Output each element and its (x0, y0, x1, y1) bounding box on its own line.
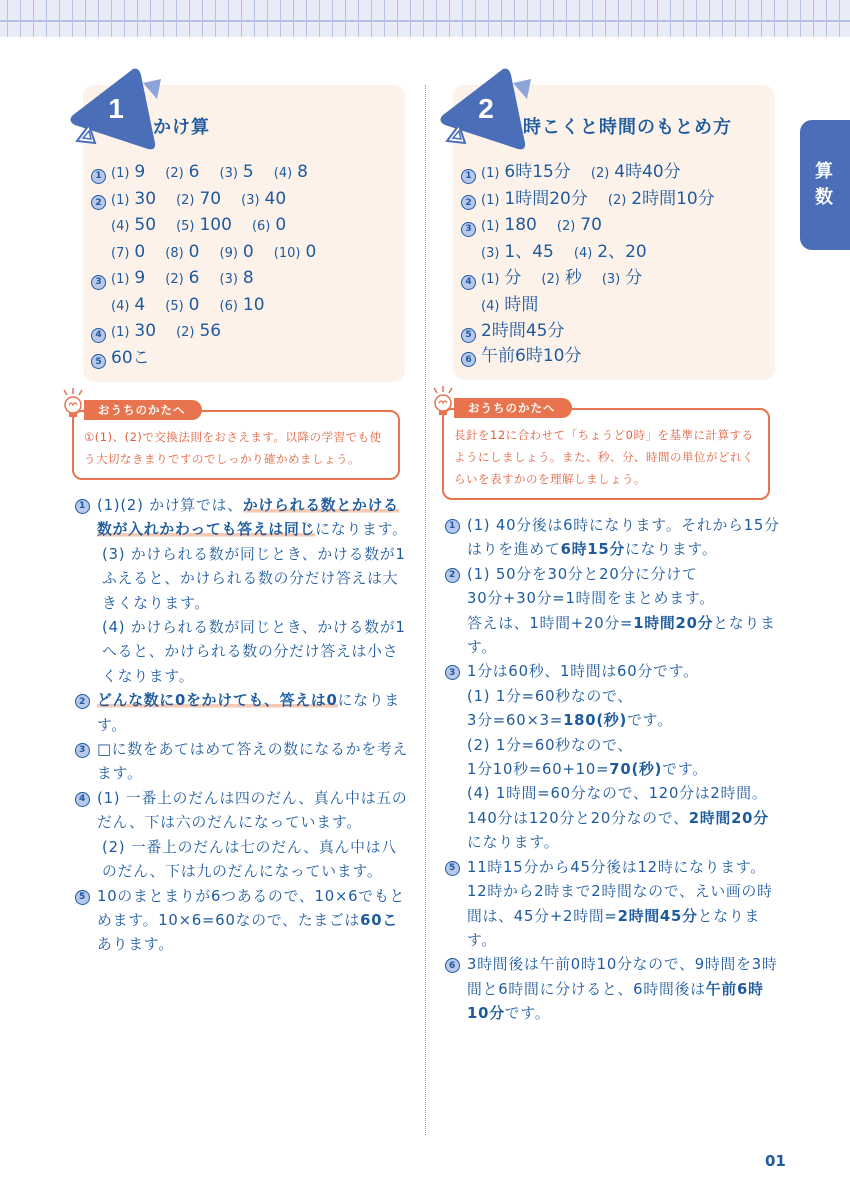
explanation-text: (4) 1時間=60分なので、120分は2時間。140分は120分と20分なので、 (467, 785, 768, 827)
answer-item (220, 240, 254, 267)
question-number-icon: 4 (75, 792, 90, 807)
question-number-icon: 3 (91, 275, 106, 290)
answer-value: 4時40分 (614, 162, 681, 182)
answer-line (461, 187, 765, 214)
answer-item (220, 266, 254, 293)
answer-item (165, 293, 199, 320)
sub-question-label: (5) (176, 219, 195, 234)
highlighted-text: どんな数に0をかけても、答えは0 (97, 692, 338, 710)
sub-question-label: (2) (165, 272, 184, 287)
answer-line (461, 266, 765, 293)
answer-item (111, 293, 145, 320)
answer-value: 6時15分 (504, 162, 571, 182)
answer-value: 10 (242, 294, 265, 315)
answer-bold: 6時15分 (560, 541, 626, 559)
answer-list (461, 160, 765, 368)
sub-question-label: (8) (165, 245, 184, 261)
explanation-text: 1分10秒=60+10= (467, 761, 610, 779)
answer-value: 60こ (111, 347, 150, 368)
answer-bold: 2時間20分 (688, 809, 769, 827)
explanation-text: になります。 (97, 692, 400, 734)
subject-char: 数 (815, 187, 833, 208)
answer-value: 分 (504, 268, 522, 288)
section-1 (60, 60, 409, 958)
question-number-icon: 1 (75, 499, 90, 514)
answer-value: 1時間20分 (504, 188, 588, 209)
explanation-text: 10のまとまりが6つあるので、10×6でもとめます。10×6=60なので、たまごは (97, 887, 406, 929)
answer-value: 2時間45分 (481, 321, 565, 341)
explanation-item (445, 660, 780, 855)
answer-item (111, 213, 156, 240)
answer-item (241, 187, 286, 214)
answer-value: 180 (504, 215, 537, 235)
column-divider (425, 85, 426, 1135)
answer-value: 2時間10分 (631, 188, 715, 209)
answer-line (461, 293, 765, 320)
answer-item (176, 187, 221, 214)
explanation-text: 30分+30分=1時間をまとめます。 (467, 590, 715, 608)
sub-question-label: (3) (219, 272, 238, 287)
answer-item (111, 240, 145, 267)
answer-value: 0 (134, 241, 146, 262)
section-title: かけ算 (153, 117, 210, 138)
question-number-icon: 1 (445, 519, 460, 534)
answer-line (461, 240, 765, 267)
explanation-text: (1) 一番上のだんは四のだん、真ん中は五のだん、下は六のだんになっています。 (97, 789, 408, 832)
sub-question-label: (2) (541, 272, 560, 287)
sub-question-label: (3) (601, 272, 621, 287)
answer-line (91, 346, 395, 371)
answer-value: 2、20 (597, 241, 647, 262)
subject-char: 算 (815, 161, 833, 182)
question-number-icon: 6 (461, 352, 476, 367)
explanation-text: です。 (504, 1005, 551, 1023)
sub-question-label: (1) (481, 272, 500, 287)
answer-value: 時間 (504, 294, 539, 315)
explanation-text: です。 (627, 712, 673, 730)
answer-item (602, 266, 642, 293)
answer-item (252, 213, 286, 240)
question-number-icon: 5 (91, 354, 106, 369)
explanation-text: になります。 (625, 541, 718, 559)
answer-value: 秒 (564, 268, 582, 288)
answer-line (91, 293, 395, 320)
explanation-item (445, 856, 780, 954)
answer-item (220, 160, 254, 187)
answer-item (176, 319, 221, 346)
explanation-text: (1) 1分=60秒なので、 (467, 687, 633, 705)
answer-item (481, 187, 588, 214)
answer-item (481, 213, 537, 240)
question-number-icon: 2 (445, 568, 460, 583)
answer-box (453, 85, 775, 380)
sub-question-label: (3) (219, 166, 238, 181)
question-number-icon: 6 (445, 958, 460, 973)
question-number-icon: 2 (91, 195, 106, 210)
lightbulb-icon (60, 388, 86, 428)
explanation-text: (2) 1分=60秒なので、 (467, 736, 633, 754)
question-number-icon: 3 (75, 743, 90, 758)
answer-line (91, 319, 395, 346)
sub-question-label: (9) (219, 245, 238, 261)
answer-item (481, 344, 581, 369)
explanation-item (75, 885, 410, 958)
explanation-text: になります。 (467, 834, 560, 852)
sub-question-label: (4) (111, 298, 130, 314)
subject-tab-math (800, 120, 850, 250)
answer-value: 0 (305, 241, 317, 262)
explanation-list (445, 514, 780, 1027)
explanation-text: (1) 40分後は6時になります。それから15分はりを進めて (467, 517, 780, 559)
sub-question-label: (10) (273, 245, 301, 261)
explanation-item (75, 738, 410, 787)
highlighted-text: かけられる数とかける数が入れかわっても答えは同じ (97, 497, 399, 539)
answer-value: 6 (188, 268, 200, 288)
answer-item (111, 319, 156, 346)
sub-question-label: (1) (111, 325, 130, 340)
answer-value: 0 (188, 294, 200, 315)
answer-value: 6 (188, 162, 200, 182)
answer-value: 9 (134, 268, 146, 288)
question-number-icon: 1 (91, 169, 106, 184)
note-text: ①(1)、(2)で交換法則をおさえます。以降の学習でも使う大切なきまりですのでしっかり確かめましょう。 (84, 430, 382, 466)
sub-question-label: (5) (165, 298, 184, 314)
answer-line (461, 344, 765, 369)
section-number: 2 (478, 93, 494, 124)
question-number-icon: 4 (461, 275, 476, 290)
answer-line (91, 187, 395, 214)
sub-question-label: (4) (573, 245, 593, 261)
explanation-text: 1分は60秒、1時間は60分です。 (467, 663, 699, 681)
sub-question-label: (3) (241, 192, 260, 208)
sub-question-label: (6) (251, 219, 271, 234)
answer-value: 1、45 (504, 241, 554, 262)
answer-bold: 60こ (360, 911, 398, 929)
explanation-text: (1)(2) かけ算では、 (97, 497, 243, 514)
explanation-item (445, 563, 780, 661)
answer-bold: 1時間20分 (633, 614, 714, 632)
answer-line (461, 319, 765, 344)
answer-item (165, 266, 199, 293)
note-label: おうちのかたへ (454, 398, 572, 418)
section-badge (63, 63, 163, 163)
answer-bold: 2時間45分 (617, 907, 698, 925)
answer-bold: 180(秒) (563, 712, 628, 730)
answer-value: 分 (625, 268, 643, 288)
answer-item (274, 240, 317, 267)
answer-value: 8 (242, 268, 254, 288)
answer-box (83, 85, 405, 382)
question-number-icon: 4 (91, 328, 106, 343)
explanation-text: (3) かけられる数が同じとき、かける数が1ふえると、かけられる数の分だけ答えは大きくなります。 (102, 545, 406, 612)
answer-value: 5 (242, 162, 254, 182)
answer-line (91, 213, 395, 240)
explanation-item (75, 689, 410, 738)
answer-item (111, 187, 156, 214)
answer-value: 8 (297, 162, 308, 182)
explanation-text: となります。 (467, 614, 776, 657)
answer-list (91, 160, 395, 370)
answer-value: 30 (134, 188, 157, 209)
answer-item (111, 160, 145, 187)
answer-item (574, 240, 647, 267)
answer-value: 0 (188, 241, 200, 262)
question-number-icon: 5 (445, 861, 460, 876)
top-grid-band (0, 0, 850, 37)
sub-question-label: (2) (176, 192, 195, 208)
explanation-text: です。 (662, 761, 708, 779)
explanation-item (75, 787, 410, 885)
question-number-icon: 2 (461, 195, 476, 210)
answer-bold: 70(秒) (609, 761, 663, 779)
answer-value: 70 (199, 188, 222, 209)
explanation-text: (2) 一番上のだんは七のだん、真ん中は八のだん、下は九のだんになっています。 (102, 838, 397, 881)
answer-item (608, 187, 715, 214)
answer-line (461, 160, 765, 187)
sub-question-label: (7) (111, 245, 130, 261)
explanation-text: になります。 (315, 521, 408, 539)
answer-line (91, 160, 395, 187)
sub-question-label: (6) (219, 298, 238, 314)
note-label: おうちのかたへ (84, 400, 202, 420)
answer-value: 30 (134, 321, 157, 341)
sub-question-label: (2) (556, 219, 576, 234)
sub-question-label: (3) (481, 245, 500, 261)
answer-item (111, 346, 150, 371)
lightbulb-icon (430, 386, 456, 426)
answer-value: 56 (199, 321, 222, 341)
answer-value: 午前6時10分 (481, 345, 582, 366)
answer-item (481, 266, 521, 293)
answer-item (481, 293, 538, 320)
answer-item (176, 213, 232, 240)
section-2 (430, 60, 780, 1027)
question-number-icon: 5 (75, 890, 90, 905)
note-text: 長針を12に合わせて「ちょうど0時」を基準に計算するようにしましょう。また、秒、分、時間の単位がどれくらいを表すかのを理解しましょう。 (454, 428, 754, 486)
explanation-text: となります。 (467, 907, 761, 949)
explanation-text: 答えは、1時間+20分= (467, 614, 634, 632)
answer-value: 40 (264, 188, 287, 209)
answer-bold: 午前6時10分 (467, 980, 764, 1023)
answer-item (165, 240, 199, 267)
explanation-text: 3分=60×3= (467, 712, 564, 730)
sub-question-label: (2) (176, 325, 195, 340)
explanation-item (75, 494, 410, 689)
answer-item (220, 293, 265, 320)
answer-item (111, 266, 145, 293)
answer-value: 0 (242, 241, 254, 262)
sub-question-label: (1) (481, 192, 500, 208)
answer-value: 70 (580, 215, 602, 235)
explanation-list (75, 494, 410, 958)
question-number-icon: 2 (75, 694, 90, 709)
answer-item (274, 160, 308, 187)
sub-question-label: (4) (111, 219, 130, 234)
question-number-icon: 5 (461, 328, 476, 343)
sub-question-label: (4) (273, 166, 293, 181)
sub-question-label: (4) (481, 298, 500, 314)
answer-item (591, 160, 681, 187)
parent-note (72, 403, 400, 480)
section-title: 時こくと時間のもとめ方 (523, 117, 732, 138)
explanation-text: あります。 (97, 936, 174, 954)
section-number: 1 (108, 93, 124, 124)
parent-note (442, 401, 770, 500)
answer-line (91, 240, 395, 267)
sub-question-label: (1) (111, 166, 130, 181)
explanation-text: (1) 50分を30分と20分に分けて (467, 565, 698, 583)
section-badge (433, 63, 533, 163)
sub-question-label: (2) (607, 192, 627, 208)
question-number-icon: 3 (445, 665, 460, 680)
sub-question-label: (1) (111, 272, 130, 287)
answer-item (481, 319, 564, 344)
sub-question-label: (1) (481, 166, 500, 181)
sub-question-label: (1) (111, 192, 130, 208)
answer-line (91, 266, 395, 293)
sub-question-label: (1) (481, 219, 500, 234)
explanation-text: □に数をあてはめて答えの数になるかを考えます。 (97, 741, 409, 783)
answer-item (165, 160, 199, 187)
answer-item (481, 160, 571, 187)
answer-value: 0 (275, 215, 287, 235)
explanation-text: 3時間後は午前0時10分なので、9時間を3時間と6時間に分けると、6時間後は (467, 956, 778, 998)
answer-value: 100 (199, 215, 232, 235)
answer-item (557, 213, 602, 240)
page-number: 01 (765, 1152, 786, 1170)
answer-value: 50 (134, 215, 157, 235)
answer-value: 9 (134, 162, 146, 182)
question-number-icon: 3 (461, 222, 476, 237)
sub-question-label: (2) (590, 166, 610, 181)
answer-value: 4 (134, 294, 146, 315)
answer-item (541, 266, 581, 293)
answer-line (461, 213, 765, 240)
explanation-item (445, 514, 780, 563)
explanation-text: 11時15分から45分後は12時になります。12時から2時まで2時間なので、えい画の時間は、45分+2時間= (467, 858, 773, 925)
explanation-item (445, 953, 780, 1026)
sub-question-label: (2) (165, 166, 184, 181)
question-number-icon: 1 (461, 169, 476, 184)
answer-item (481, 240, 554, 267)
explanation-text: (4) かけられる数が同じとき、かける数が1へると、かけられる数の分だけ答えは小さくなります。 (102, 619, 406, 685)
